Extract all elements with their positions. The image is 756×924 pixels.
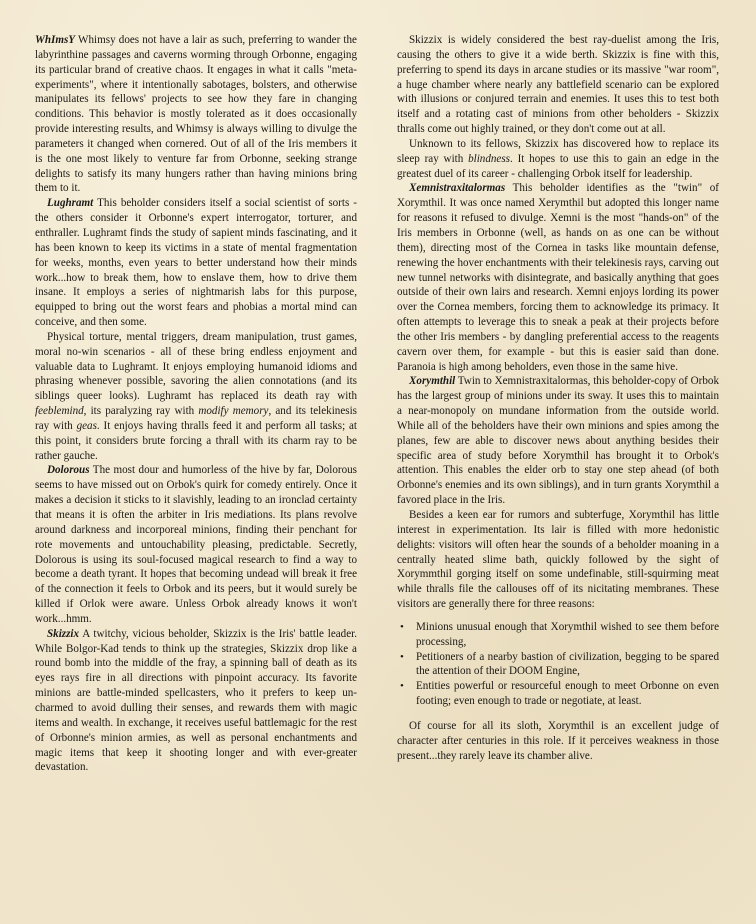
skizzix-text: A twitchy, vicious beholder, Skizzix is the Iris' battle leader. While Bolgor-Kad tends to think up the strategies, Skizzix drop like a round bomb into the middle of the fray, a spinning ball of death as its eyes rays fire in all directions with pinpoint accuracy. Its favorite minions are battle-minded spellcasters, who it prefers to keep un-charmed to avoid dulling their senses, and rewards them with magic items and wealth. In exchange, it receives useful battlemagic for the rest of Orbonne's minion armies, as well as personal enchantments and magic items that keep it shooting longer and with ever-greater devastation. bbox=[35, 627, 357, 774]
list-item bbox=[397, 650, 719, 680]
lughramt-rays-paragraph bbox=[35, 330, 357, 464]
spell-modify-memory: modify memory bbox=[198, 405, 269, 418]
skizzix-paragraph bbox=[35, 627, 357, 775]
xorymthil-text: Twin to Xemnistraxitalormas, this beholder-copy of Orbok has the largest group of minions under its sway. It uses this to maintain a near-monopoly on mundane information from the outside world. While all of the beholders have their own minions and spies among the planes, few are able to discover news about anything besides their specific area of study before Xorymthil has brought it to Orbok's attention. This enables the elder orb to stay one step ahead (of both Orbonne's enemies and its own siblings), and in turn grants Xorymthil a favored place in the Iris. bbox=[397, 375, 719, 507]
bullet-icon: • bbox=[400, 680, 404, 693]
list-item-text: Petitioners of a nearby bastion of civilization, begging to be spared the attention of their DOOM Engine, bbox=[416, 650, 719, 678]
list-item-text: Minions unusual enough that Xorymthil wished to see them before processing, bbox=[416, 620, 719, 648]
whimsy-text: Whimsy does not have a lair as such, preferring to wander the labyrinthine passages and caverns worming through Orbonne, engaging its particular brand of creative chaos. It engages in what it calls "meta-experiments", where it intentionally sabotages, bolsters, and otherwise manipulates its fellows' projects to see how they fare in changing conditions. This behavior is mostly tolerated as it does occasionally provide interesting results, and Whimsy is always willing to divulge the parameters it changed when cornered. Out of all of the Iris members it is the one most likely to venture far from Orbonne, seeking strange delights to satisfy its many hungers rather than having minions bring them to it. bbox=[35, 34, 357, 195]
list-item bbox=[397, 620, 719, 650]
text-run: Unknown to its fellows, Skizzix has discovered how to replace its sleep ray with bbox=[397, 137, 719, 165]
spell-blindness: blindness bbox=[468, 152, 510, 165]
whimsy-paragraph bbox=[35, 33, 357, 196]
closing-paragraph: Of course for all its sloth, Xorymthil is an excellent judge of character after centuries in this role. If it perceives weakness in those present...they rarely leave its chamber alive. bbox=[397, 719, 719, 762]
bullet-icon: • bbox=[400, 620, 404, 633]
skizzix-name: Skizzix bbox=[47, 627, 80, 640]
text-run: . It hopes to use this to gain an edge in the greatest duel of its career - challenging Orbok itself for leadership. bbox=[397, 152, 719, 180]
skizzix-secret-paragraph bbox=[397, 137, 719, 182]
xemni-text: This beholder identifies as the "twin" of Xorymthil. It was once named Xerymthil but adopted this longer name for reasons it refused to divulge. Xemni is the most "hands-on" of the Iris members in Orbonne (well, as hands on as one can be without them), directing most of the Cornea in tasks like mountain defense, renewing the hover enchantments with their telekinesis rays, carving out new tunnel networks with disintegrate, and basically anything that goes outside of their own lairs and research. Xemni enjoys lording its power over the Cornea members, forcing them to acknowledge its primacy. It often attempts to leverage this to sneak a peak at their projects before the other Iris members - by dangling preferential access to the reagents cavern over them, for example - but this is easier said than done. Paranoia is high among beholders, even those in the same hive. bbox=[397, 182, 719, 373]
bullet-icon: • bbox=[400, 650, 404, 663]
left-column bbox=[35, 33, 357, 775]
xorymthil-name: Xorymthil bbox=[409, 375, 456, 388]
text-run: , its paralyzing ray with bbox=[83, 405, 199, 418]
text-run: . It enjoys having thralls feed it and perform all tasks; at this point, it considers brute forcing a thrall with its charm ray to be rather gauche. bbox=[35, 419, 357, 462]
right-column bbox=[397, 33, 719, 764]
spell-feeblemind: feeblemind bbox=[35, 405, 84, 418]
lughramt-name: Lughramt bbox=[47, 197, 94, 210]
list-item bbox=[397, 679, 719, 709]
lughramt-paragraph bbox=[35, 196, 357, 330]
xorymthil-paragraph bbox=[397, 374, 719, 508]
lughramt-text: This beholder considers itself a social scientist of sorts - the others consider it Orbonne's expert interrogator, torturer, and enthraller. Lughramt finds the study of sapient minds fascinating, and it has been known to keep its victims in a state of mental fragmentation for weeks, months, even years to better understand how their minds work...how to break them, how to enslave them, how to drive them insane. It employs a series of nightmarish labs for this purpose, equipped to bring out the worst fears and phobias a mortal mind can conceive, and then some. bbox=[35, 197, 357, 329]
xorymthil-lair-paragraph: Besides a keen ear for rumors and subterfuge, Xorymthil has little interest in experimentation. Its lair is filled with more hedonistic delights: visitors will often hear the sounds of a beholder moaning in a centrally heated slime bath, quickly followed by the sight of Xorymmthil gorging itself on some undefinable, still-squirming meat while thralls file the callouses off of its nicitating membranes. These visitors are generally there for three reasons: bbox=[397, 509, 719, 611]
dolorous-paragraph bbox=[35, 463, 357, 626]
list-item-text: Entities powerful or resourceful enough to meet Orbonne on even footing; even enough to trade or negotiate, at least. bbox=[416, 680, 719, 708]
dolorous-text: The most dour and humorless of the hive by far, Dolorous seems to have missed out on Orbok's quirk for comedy entirely. Once it makes a decision it sticks to it slavishly, leading to an ironclad certainty that means it is often the arbiter in Iris mediations. Its plans revolve around darkness and incorporeal minions, finding their penchant for rote movements and untouchability pleasing, predictable. Secretly, Dolorous is using its soul-focused magical research to find a way to become a death tyrant. It hopes that becoming undead will break it free of the connection it feels to Orbok and its peers, but it would surely be killed if Orlok were aware. Unless Orbok already knows it won't work...hmm. bbox=[35, 464, 357, 625]
visitor-reasons-list bbox=[397, 620, 719, 709]
xemni-paragraph bbox=[397, 181, 719, 374]
text-run: Physical torture, mental triggers, dream manipulation, trust games, moral no-win scenarios - all of these bring endless enjoyment and valuable data to Lughramt. It enjoys employing humanoid idioms and phrasing whenever possible, savoring the alien connotations (and its siblings queer looks). Lughramt has replaced its death ray with bbox=[35, 330, 357, 403]
whimsy-name: WhImsY bbox=[35, 34, 76, 46]
skizzix-continued-paragraph: Skizzix is widely considered the best ray-duelist among the Iris, causing the others to give it a wide berth. Skizzix is fine with this, preferring to spend its days in arcane studies or its massive "war room", a huge chamber where nearly any battlefield scenario can be explored with illusions or conjured terrain and enemies. It uses this to test both itself and a rotating cast of minions from other beholders - Skizzix thralls come out highly trained, or they don't come out at all. bbox=[397, 34, 719, 136]
text-run: , and its telekinesis ray with bbox=[35, 405, 357, 432]
xemni-name: Xemnistraxitalormas bbox=[409, 182, 506, 195]
spell-geas: geas bbox=[76, 419, 97, 432]
dolorous-name: Dolorous bbox=[47, 464, 90, 477]
